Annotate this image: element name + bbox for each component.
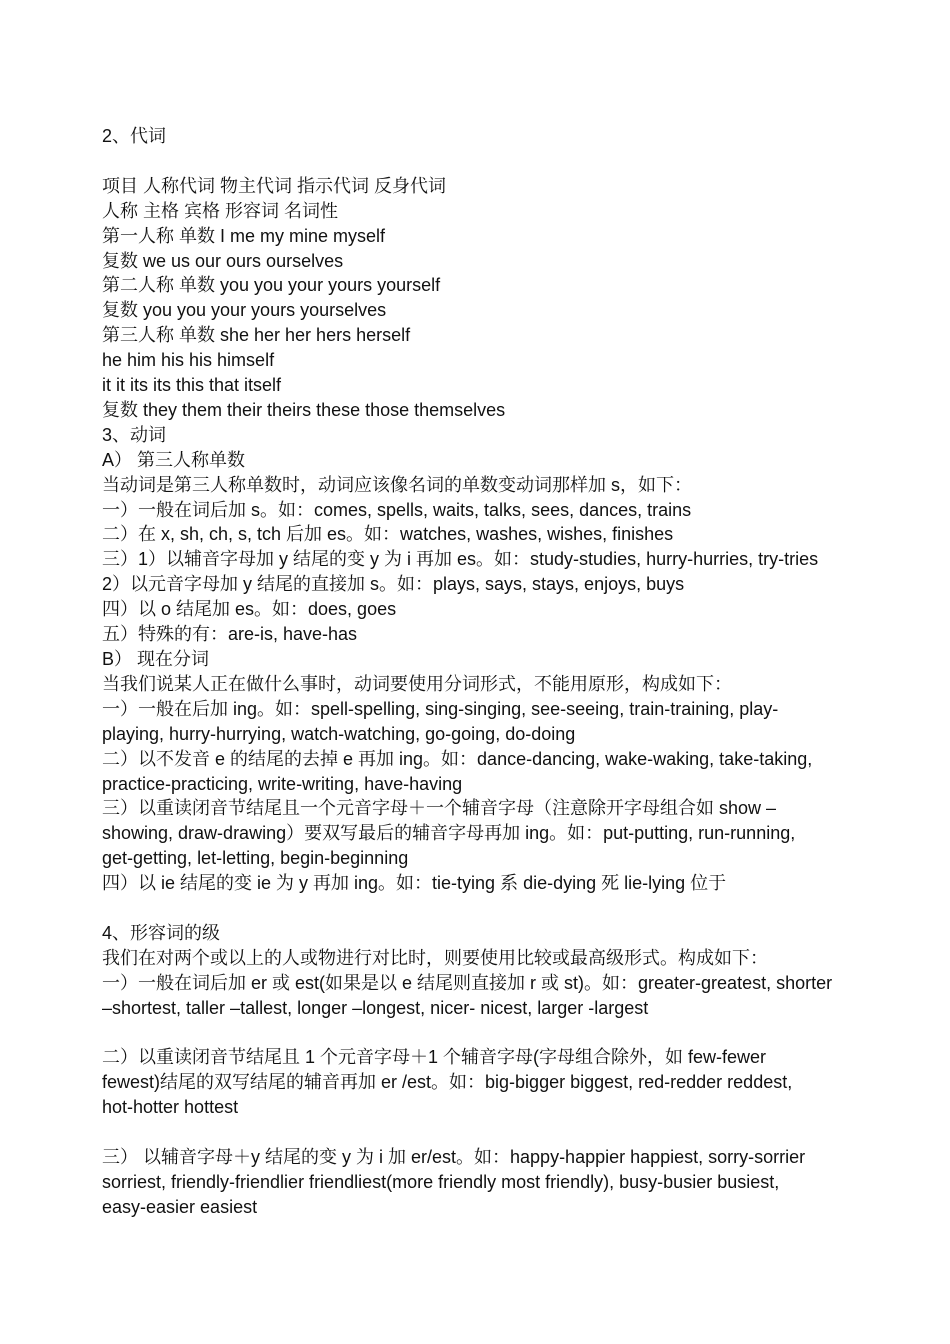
text-line: B） 现在分词 bbox=[102, 649, 210, 670]
text-line: 当我们说某人正在做什么事时，动词要使用分词形式，不能用原形，构成如下： bbox=[102, 673, 732, 694]
text-line: 当动词是第三人称单数时，动词应该像名词的单数变动词那样加 s，如下： bbox=[102, 474, 692, 495]
text-line: 我们在对两个或以上的人或物进行对比时，则要使用比较或最高级形式。构成如下： bbox=[102, 947, 768, 968]
text-line: 二）以重读闭音节结尾且 1 个元音字母＋1 个辅音字母(字母组合除外，如 few-fewer bbox=[102, 1047, 767, 1068]
document-body bbox=[102, 124, 862, 1220]
text-line: 一）一般在后加 ing。如：spell-spelling, sing-singing, see-seeing, train-training, play- bbox=[102, 698, 779, 719]
text-line: 一）一般在词后加 s。如：comes, spells, waits, talks, sees, dances, trains bbox=[102, 499, 692, 520]
text-line: it it its its this that itself bbox=[102, 375, 282, 396]
blank-line bbox=[102, 1120, 862, 1145]
text-line: 人称 主格 宾格 形容词 名词性 bbox=[102, 200, 339, 221]
text-line: 第三人称 单数 she her her hers herself bbox=[102, 325, 411, 346]
text-line: 二）在 x, sh, ch, s, tch 后加 es。如：watches, washes, wishes, finishes bbox=[102, 524, 674, 545]
text-line: –shortest, taller –tallest, longer –longest, nicer- nicest, larger -largest bbox=[102, 997, 649, 1018]
text-line: 四）以 o 结尾加 es。如：does, goes bbox=[102, 599, 397, 620]
blank-line bbox=[102, 149, 862, 174]
text-line: 项目 人称代词 物主代词 指示代词 反身代词 bbox=[102, 175, 447, 196]
text-line: showing, draw-drawing）要双写最后的辅音字母再加 ing。如：put-putting, run-running, bbox=[102, 823, 796, 844]
text-line: practice-practicing, write-writing, have-having bbox=[102, 773, 463, 794]
text-line: 4、形容词的级 bbox=[102, 922, 221, 943]
blank-line bbox=[102, 896, 862, 921]
text-line: 2）以元音字母加 y 结尾的直接加 s。如：plays, says, stays, enjoys, buys bbox=[102, 574, 685, 595]
blank-line bbox=[102, 1021, 862, 1046]
text-line: sorriest, friendly-friendlier friendliest(more friendly most friendly), busy-busier busiest, bbox=[102, 1172, 780, 1192]
text-line: 二）以不发音 e 的结尾的去掉 e 再加 ing。如：dance-dancing, wake-waking, take-taking, bbox=[102, 748, 813, 769]
text-line: 四）以 ie 结尾的变 ie 为 y 再加 ing。如：tie-tying 系 die-dying 死 lie-lying 位于 bbox=[102, 873, 727, 894]
text-line: fewest)结尾的双写结尾的辅音再加 er /est。如：big-bigger biggest, red-redder reddest, bbox=[102, 1072, 793, 1093]
text-line: 3、动词 bbox=[102, 424, 167, 445]
text-line: hot-hotter hottest bbox=[102, 1097, 239, 1118]
text-line: 复数 you you your yours yourselves bbox=[102, 300, 387, 321]
text-line: 第一人称 单数 I me my mine myself bbox=[102, 225, 386, 246]
text-line: 2、代词 bbox=[102, 126, 167, 146]
text-line: A） 第三人称单数 bbox=[102, 449, 246, 470]
text-line: 三）1）以辅音字母加 y 结尾的变 y 为 i 再加 es。如：study-studies, hurry-hurries, try-tries bbox=[102, 549, 819, 570]
text-line: 三） 以辅音字母＋y 结尾的变 y 为 i 加 er/est。如：happy-happier happiest, sorry-sorrier bbox=[102, 1147, 806, 1168]
text-line: 五）特殊的有：are-is, have-has bbox=[102, 624, 358, 645]
text-line: he him his his himself bbox=[102, 350, 275, 371]
text-line: 一）一般在词后加 er 或 est(如果是以 e 结尾则直接加 r 或 st)。如：greater-greatest, shorter bbox=[102, 972, 833, 993]
text-line: easy-easier easiest bbox=[102, 1196, 258, 1217]
text-line: 第二人称 单数 you you your yours yourself bbox=[102, 275, 441, 296]
text-line: get-getting, let-letting, begin-beginning bbox=[102, 848, 409, 869]
text-line: 三）以重读闭音节结尾且一个元音字母＋一个辅音字母（注意除开字母组合如 show – bbox=[102, 798, 777, 819]
text-line: playing, hurry-hurrying, watch-watching, go-going, do-doing bbox=[102, 723, 576, 744]
text-line: 复数 they them their theirs these those themselves bbox=[102, 399, 506, 420]
text-line: 复数 we us our ours ourselves bbox=[102, 250, 344, 271]
